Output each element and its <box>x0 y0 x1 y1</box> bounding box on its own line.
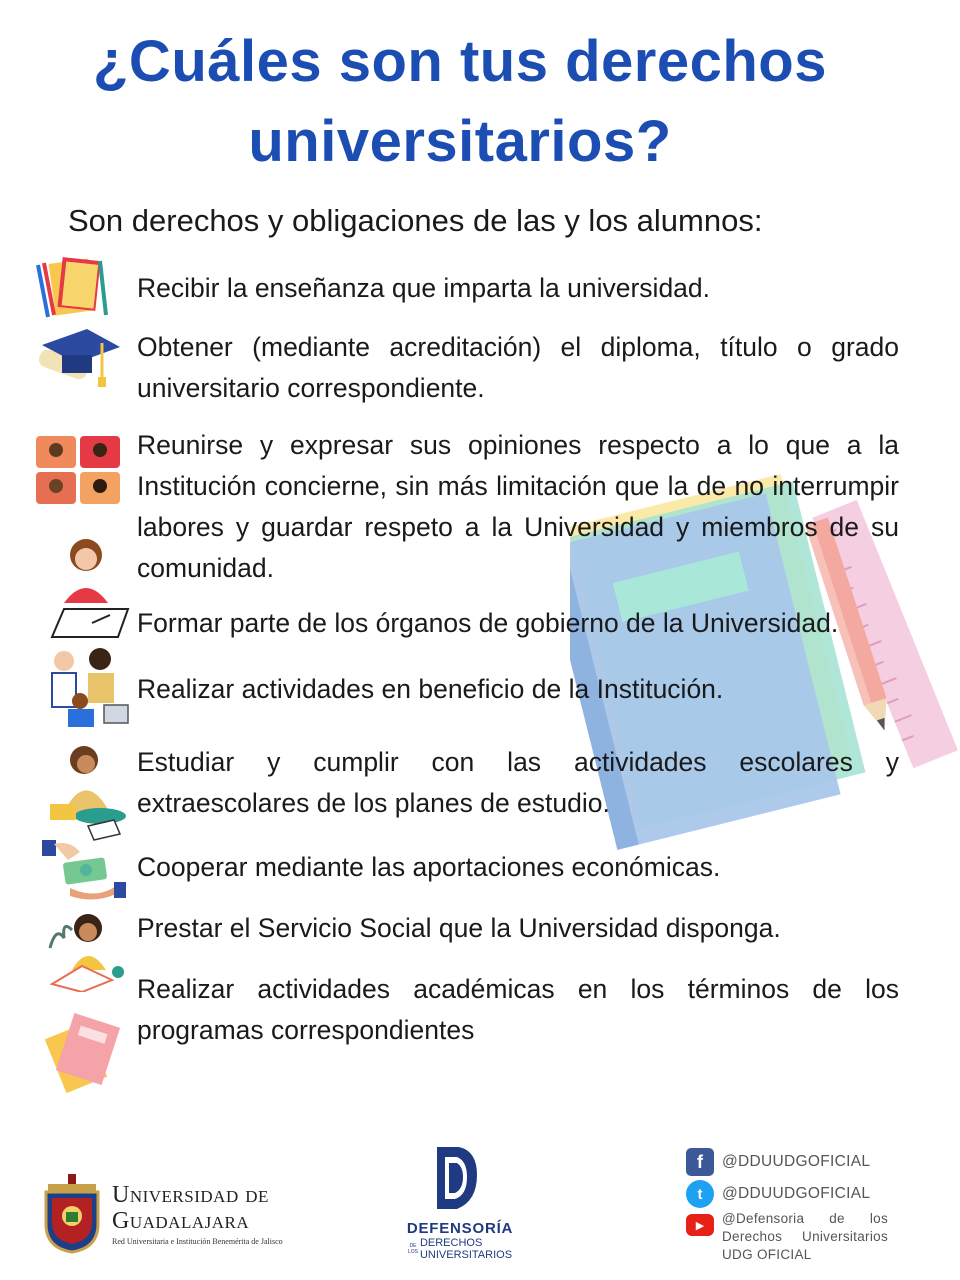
twitter-link[interactable] <box>686 1180 870 1208</box>
facebook-icon: f <box>686 1148 714 1176</box>
team-people-icon <box>40 645 132 730</box>
facebook-link[interactable] <box>686 1148 870 1176</box>
notebooks-pencils-icon <box>30 255 115 320</box>
defensoria-derechos: DERECHOS <box>419 1237 483 1249</box>
right-item-3: Reunirse y expresar sus opiniones respecto a lo que a la Institución concierne, sin más limitación que la de no interrumpir labores y guardar respeto a la Universidad y miembros de su comunidad. <box>137 430 899 583</box>
defensoria-wordmark <box>405 1220 515 1261</box>
right-item-8: Prestar el Servicio Social que la Universidad disponga. <box>137 913 781 943</box>
facebook-handle: @DDUUDGOFICIAL <box>722 1153 871 1170</box>
money-hands-icon <box>40 838 128 904</box>
video-meeting-icon <box>32 432 124 508</box>
udg-shield-logo <box>40 1172 104 1254</box>
right-item-4: Formar parte de los órganos de gobierno de la Universidad. <box>137 608 839 638</box>
udg-tagline: Red Universitaria e Institución Benemérita de Jalisco <box>112 1237 283 1246</box>
right-item-5: Realizar actividades en beneficio de la Institución. <box>137 674 724 704</box>
twitter-handle: @DDUUDGOFICIAL <box>722 1185 871 1202</box>
right-item-2: Obtener (mediante acreditación) el diploma, título o grado universitario correspondiente. <box>137 332 899 403</box>
youtube-handle: @Defensoria de los Derechos Universitarios UDG OFICIAL <box>722 1211 888 1262</box>
title-line-1: ¿Cuáles son tus derechos <box>93 29 827 94</box>
twitter-icon: t <box>686 1180 714 1208</box>
youtube-link[interactable] <box>686 1210 888 1264</box>
right-item-6: Estudiar y cumplir con las actividades escolares y extraescolares de los planes de estudio. <box>137 747 899 818</box>
graduation-cap-diploma-icon <box>32 325 122 400</box>
page-title <box>60 22 860 182</box>
udg-name <box>112 1182 269 1234</box>
udg-name-line-1: Universidad de <box>112 1182 269 1208</box>
student-laptop-icon <box>40 742 130 842</box>
pink-notebooks-icon <box>44 1005 134 1095</box>
defensoria-de-los: DE LOS <box>407 1243 418 1255</box>
right-item-1: Recibir la enseñanza que imparta la universidad. <box>137 273 711 303</box>
subtitle: Son derechos y obligaciones de las y los alumnos: <box>68 203 763 238</box>
student-writing-icon <box>48 533 130 639</box>
right-item-7: Cooperar mediante las aportaciones económicas. <box>137 852 721 882</box>
defensoria-universitarios: UNIVERSITARIOS <box>419 1249 513 1261</box>
udg-name-line-2: Guadalajara <box>112 1208 250 1234</box>
right-item-9: Realizar actividades académicas en los términos de los programas correspondientes <box>137 974 899 1045</box>
youtube-icon: ▶ <box>686 1214 714 1236</box>
girl-studying-icon <box>42 908 130 992</box>
defensoria-logo <box>433 1145 479 1211</box>
title-line-2: universitarios? <box>248 109 672 174</box>
defensoria-title: DEFENSORÍA <box>406 1220 514 1237</box>
